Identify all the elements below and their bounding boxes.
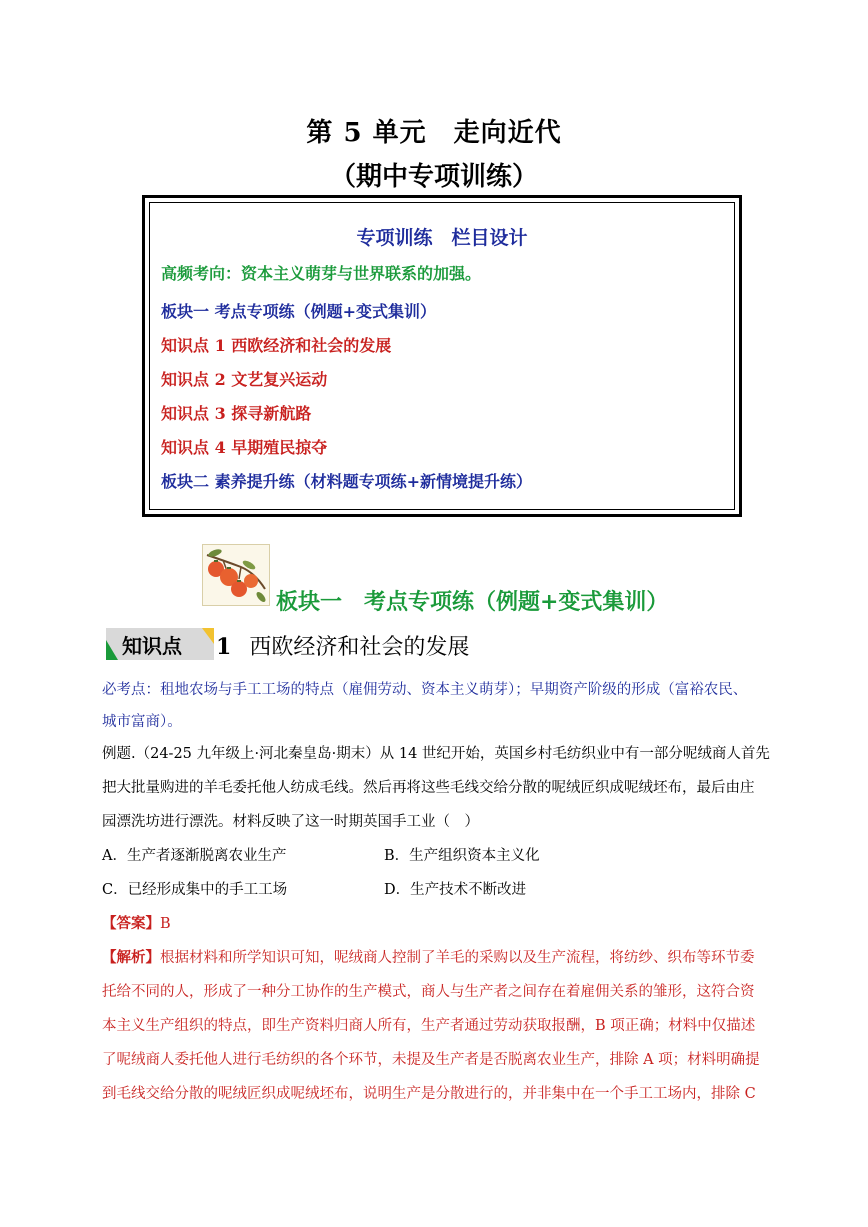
answer-value: B: [160, 916, 171, 932]
answer-line: [102, 914, 171, 934]
analysis-line-3: 本主义生产组织的特点，即生产资料归商人所有，生产者通过劳动获取报酬，B 项正确；材料中仅描述: [102, 1018, 756, 1034]
analysis-line-4: 了呢绒商人委托他人进行毛纺织的各个环节，未提及生产者是否脱离农业生产，排除 A 项；材料明确提: [102, 1052, 760, 1068]
block-two-link: 板块二 素养提升练（材料题专项练+新情境提升练）: [161, 472, 532, 491]
knowledge-point-1-item: 知识点 1 西欧经济和社会的发展: [161, 336, 392, 355]
box-heading: 专项训练 栏目设计: [356, 227, 528, 249]
block-one-link: 板块一 考点专项练（例题+变式集训）: [161, 302, 436, 321]
option-b: B．生产组织资本主义化: [384, 848, 540, 864]
page-subtitle: （期中专项训练）: [329, 162, 538, 192]
column-design-box: [142, 195, 742, 517]
page-title: 第 5 单元 走向近代: [306, 118, 562, 148]
knowledge-point-number: 1: [216, 634, 232, 660]
example-line-1: 例题.（24-25 九年级上·河北秦皇岛·期末）从 14 世纪开始，英国乡村毛纺织业中有一部分呢绒商人首先: [102, 746, 770, 762]
section-title: 板块一 考点专项练（例题+变式集训）: [276, 589, 669, 615]
high-frequency-focus: 高频考向：资本主义萌芽与世界联系的加强。: [161, 264, 482, 283]
option-a: A．生产者逐渐脱离农业生产: [102, 848, 287, 864]
analysis-tag: 【解析】: [102, 949, 160, 966]
knowledge-point-label: 知识点: [122, 634, 182, 658]
answer-tag: 【答案】: [102, 915, 160, 932]
analysis-line-1: 【解析】根据材料和所学知识可知，呢绒商人控制了羊毛的采购以及生产流程，将纺纱、织布等环节委: [102, 949, 755, 966]
option-c: C．已经形成集中的手工工场: [102, 882, 288, 898]
example-line-2: 把大批量购进的羊毛委托他人纺成毛线。然后再将这些毛线交给分散的呢绒匠织成呢绒坯布，最后由庄: [102, 780, 755, 796]
persimmon-branch-icon: [202, 544, 270, 606]
must-test-line-2: 城市富商）。: [102, 714, 182, 730]
knowledge-point-3-item: 知识点 3 探寻新航路: [161, 404, 312, 423]
analysis-line-5: 到毛线交给分散的呢绒匠织成呢绒坯布，说明生产是分散进行的，并非集中在一个手工工场内，排除 C: [102, 1086, 756, 1102]
option-d: D．生产技术不断改进: [384, 882, 527, 898]
knowledge-point-2-item: 知识点 2 文艺复兴运动: [161, 370, 328, 389]
analysis-line-2: 托给不同的人，形成了一种分工协作的生产模式，商人与生产者之间存在着雇佣关系的雏形，这符合资: [102, 984, 755, 1000]
example-line-3: 园漂洗坊进行漂洗。材料反映了这一时期英国手工业（ ）: [102, 814, 479, 830]
must-test-line-1: 必考点：租地农场与手工工场的特点（雇佣劳动、资本主义萌芽）；早期资产阶级的形成（富裕农民、: [102, 682, 748, 698]
knowledge-point-4-item: 知识点 4 早期殖民掠夺: [161, 438, 328, 457]
knowledge-point-title: 1 西欧经济和社会的发展: [216, 634, 470, 660]
